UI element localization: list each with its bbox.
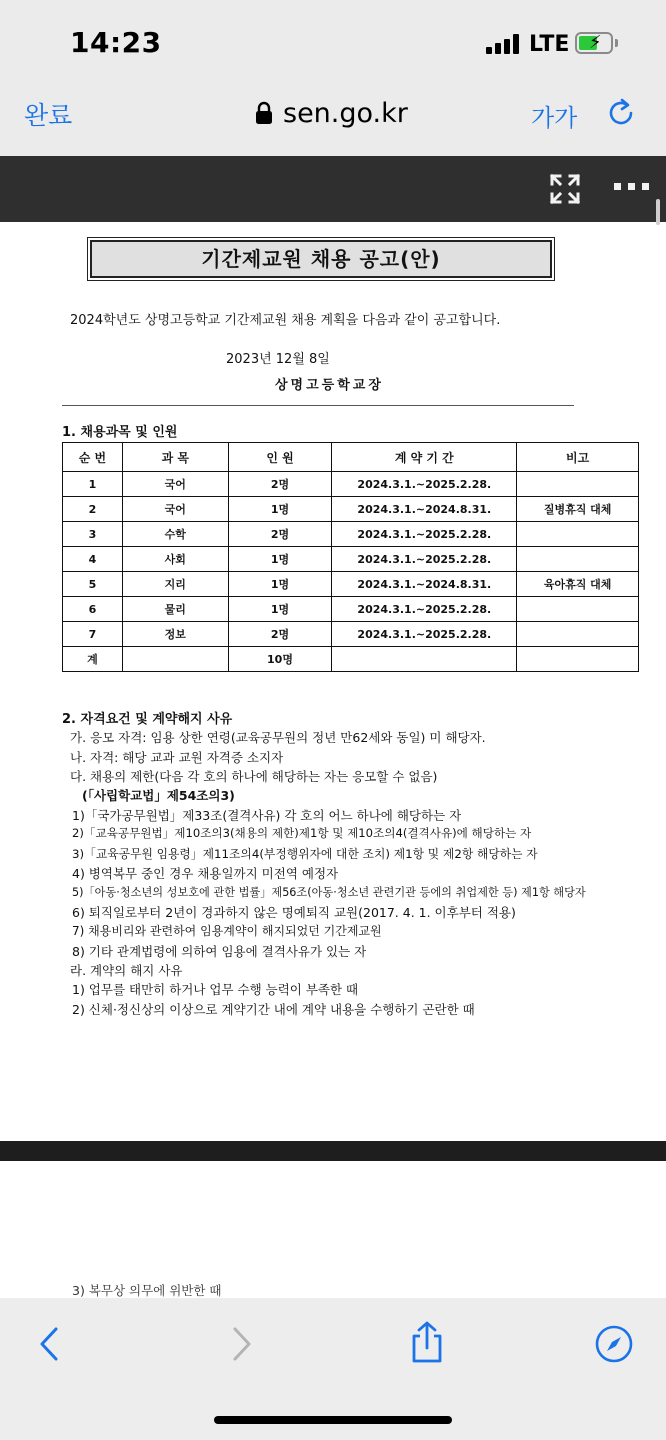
text-size-button[interactable]: 가가: [531, 98, 577, 133]
table-cell: [517, 522, 639, 547]
header-cell: 순 번: [63, 443, 123, 472]
forward-button[interactable]: [222, 1324, 262, 1364]
table-cell: 7: [63, 622, 123, 647]
divider: [62, 405, 574, 406]
text-line: 3) 복무상 의무에 위반한 때: [72, 1283, 222, 1298]
cellular-signal-icon: [486, 34, 520, 54]
text-line: 라. 계약의 해지 사유: [70, 963, 183, 978]
table-cell: 2명: [228, 522, 332, 547]
table-cell: 2024.3.1.~2025.2.28.: [332, 622, 517, 647]
document-issuer: 상명고등학교장: [275, 378, 384, 393]
text-line: 1)「국가공무원법」제33조(결격사유) 각 호의 어느 하나에 해당하는 자: [72, 808, 462, 823]
table-cell: 6: [63, 597, 123, 622]
table-cell: 육아휴직 대체: [517, 572, 639, 597]
table-cell: 2024.3.1.~2025.2.28.: [332, 547, 517, 572]
text-line: 8) 기타 관계법령에 의하여 임용에 결격사유가 있는 자: [72, 944, 367, 959]
text-line: 가. 응모 자격: 임용 상한 연령(교육공무원의 정년 만62세와 동일) 미 해당자.: [70, 730, 486, 745]
compass-icon: [594, 1324, 634, 1364]
table-cell: 3: [63, 522, 123, 547]
home-indicator[interactable]: [214, 1416, 452, 1424]
table-cell: 2024.3.1.~2025.2.28.: [332, 522, 517, 547]
table-cell: [122, 647, 228, 672]
table-cell: 10명: [228, 647, 332, 672]
share-button[interactable]: [406, 1320, 446, 1360]
network-type: LTE: [529, 32, 570, 57]
table-cell: 질병휴직 대체: [517, 497, 639, 522]
text-line: 나. 자격: 해당 교과 교원 자격증 소지자: [70, 750, 284, 765]
table-cell: 수학: [122, 522, 228, 547]
table-total-row: [63, 647, 639, 672]
table-cell: 2024.3.1.~2025.2.28.: [332, 597, 517, 622]
url-text: sen.go.kr: [283, 97, 408, 129]
dot: [642, 183, 649, 190]
page-separator: [0, 1141, 666, 1161]
battery-cap: [615, 39, 618, 47]
table-cell: 계: [63, 647, 123, 672]
header-cell: 계 약 기 간: [332, 443, 517, 472]
recruitment-table: [62, 442, 639, 672]
section-1-title: 1. 채용과목 및 인원: [62, 425, 178, 440]
table-cell: 지리: [122, 572, 228, 597]
header-cell: 과 목: [122, 443, 228, 472]
more-options-button[interactable]: [612, 180, 652, 194]
text-line: 다. 채용의 제한(다음 각 호의 하나에 해당하는 자는 응모할 수 없음): [70, 769, 438, 784]
text-line: 4) 병역복무 중인 경우 채용일까지 미전역 예정자: [72, 866, 339, 881]
fullscreen-button[interactable]: [548, 172, 582, 206]
text-line: (「사립학교법」제54조의3): [82, 788, 235, 803]
section-2-title: 2. 자격요건 및 계약해지 사유: [62, 712, 233, 727]
table-cell: [332, 647, 517, 672]
table-header-row: [63, 443, 639, 472]
text-line: 6) 퇴직일로부터 2년이 경과하지 않은 명예퇴직 교원(2017. 4. 1. 이후부터 적용): [72, 905, 516, 920]
text-line: 3)「교육공무원 임용령」제11조의4(부정행위자에 대한 조치) 제1항 및 제2항 해당하는 자: [72, 847, 538, 861]
battery-charging-icon: ⚡: [575, 32, 613, 54]
table-cell: 1명: [228, 597, 332, 622]
table-row: [63, 472, 639, 497]
table-row: [63, 572, 639, 597]
lock-icon: [255, 101, 273, 125]
table-cell: [517, 597, 639, 622]
table-cell: [517, 547, 639, 572]
back-button[interactable]: [30, 1324, 70, 1364]
table-cell: 사회: [122, 547, 228, 572]
expand-icon: [548, 172, 582, 206]
text-line: 1) 업무를 태만히 하거나 업무 수행 능력이 부족한 때: [72, 982, 359, 997]
reload-icon: [604, 96, 638, 130]
document-intro: 2024학년도 상명고등학교 기간제교원 채용 계획을 다음과 같이 공고합니다.: [70, 313, 501, 328]
table-row: [63, 622, 639, 647]
scrollbar-thumb[interactable]: [656, 199, 660, 225]
dot: [628, 183, 635, 190]
address-bar[interactable]: [255, 96, 408, 130]
table-cell: [517, 647, 639, 672]
bookmarks-compass-button[interactable]: [594, 1324, 634, 1364]
table-cell: 물리: [122, 597, 228, 622]
table-cell: 1명: [228, 572, 332, 597]
status-time: 14:23: [70, 26, 162, 59]
dot: [614, 183, 621, 190]
table-cell: 2: [63, 497, 123, 522]
table-row: [63, 497, 639, 522]
table-cell: 2024.3.1.~2025.2.28.: [332, 472, 517, 497]
table-cell: 4: [63, 547, 123, 572]
table-cell: 2024.3.1.~2024.8.31.: [332, 572, 517, 597]
text-line: 7) 채용비리와 관련하여 임용계약이 해지되었던 기간제교원: [72, 924, 382, 938]
share-icon: [406, 1320, 448, 1364]
table-cell: 국어: [122, 472, 228, 497]
chevron-left-icon: [30, 1324, 70, 1364]
table-row: [63, 597, 639, 622]
reload-button[interactable]: [604, 96, 638, 130]
table-row: [63, 547, 639, 572]
table-cell: 국어: [122, 497, 228, 522]
table-cell: 2024.3.1.~2024.8.31.: [332, 497, 517, 522]
table-cell: 1명: [228, 497, 332, 522]
document-date: 2023년 12월 8일: [226, 352, 330, 367]
table-cell: 2명: [228, 622, 332, 647]
table-cell: 2명: [228, 472, 332, 497]
header-cell: 비고: [517, 443, 639, 472]
text-line: 5)「아동·청소년의 성보호에 관한 법률」제56조(아동·청소년 관련기관 등에의 취업제한 등) 제1항 해당자: [72, 886, 586, 899]
table-cell: 정보: [122, 622, 228, 647]
table-cell: 1명: [228, 547, 332, 572]
header-cell: 인 원: [228, 443, 332, 472]
done-button[interactable]: 완료: [24, 96, 72, 132]
text-line: 2)「교육공무원법」제10조의3(채용의 제한)제1항 및 제10조의4(결격사유)에 해당하는 자: [72, 826, 532, 840]
text-line: 2) 신체·정신상의 이상으로 계약기간 내에 계약 내용을 수행하기 곤란한 때: [72, 1002, 475, 1017]
table-cell: [517, 472, 639, 497]
chevron-right-icon: [222, 1324, 262, 1364]
document-title: 기간제교원 채용 공고(안): [90, 240, 552, 278]
table-cell: 5: [63, 572, 123, 597]
table-row: [63, 522, 639, 547]
table-cell: 1: [63, 472, 123, 497]
table-cell: [517, 622, 639, 647]
